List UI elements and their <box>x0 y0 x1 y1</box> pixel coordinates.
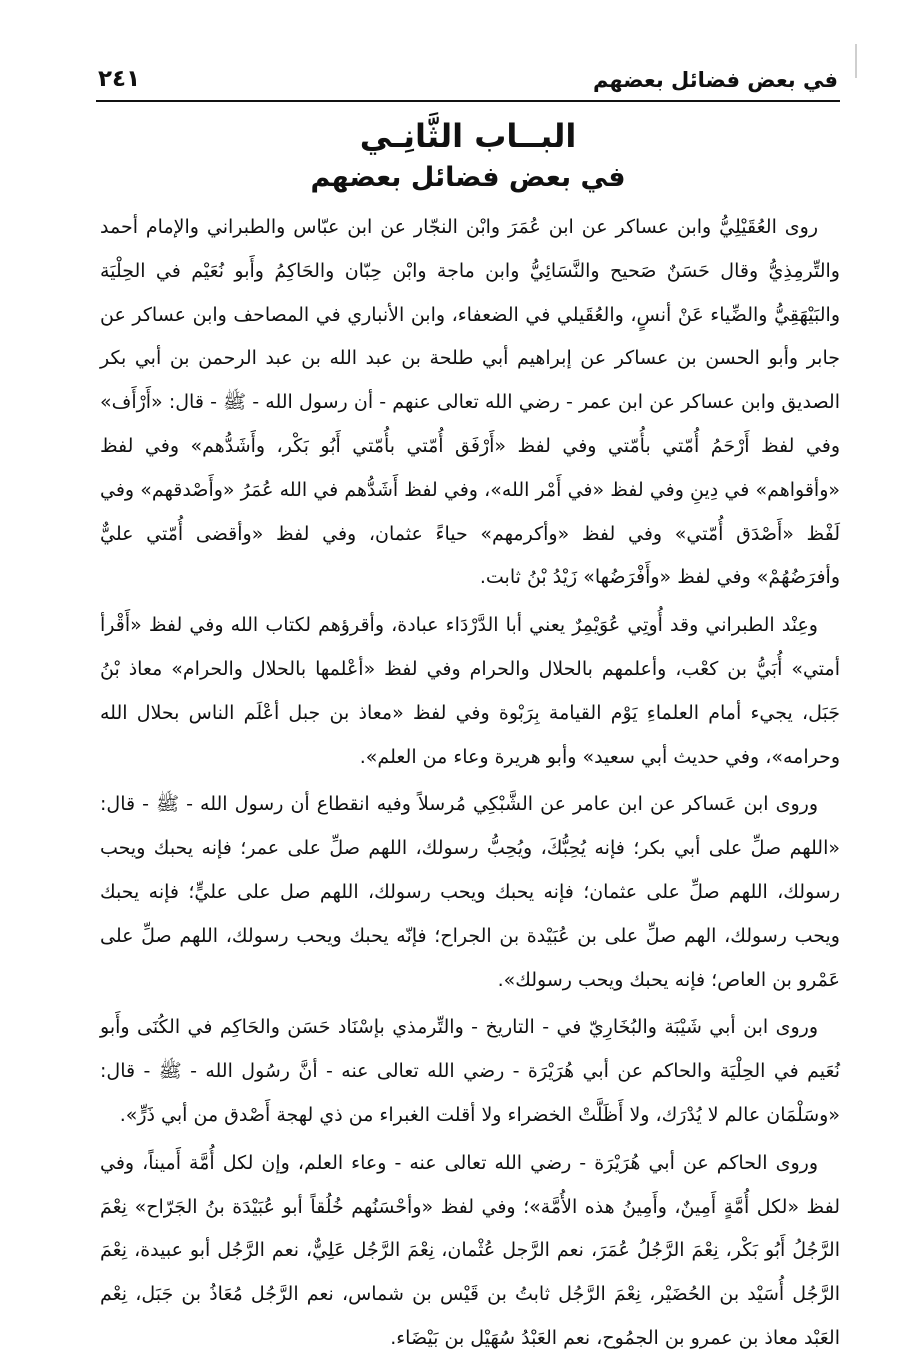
chapter-subtitle: في بعض فضائل بعضهم <box>310 162 626 193</box>
paragraph-2: وعِنْد الطبراني وقد أُوتِي عُوَيْمِرٌ يعني أبا الدَّرْدَاء عبادة، وأقرؤهم لكتاب الله وفي لفظ «أَقْرأ أمتي» أُبَيُّ بن كعْب، وأعلمهم بالحلال والحرام وفي لفظ «أعْلمها بالحلال والحرام» معاذ بْنُ جَبَل، يجيء أمام العلماءِ يَوْم القيامة بِرَبْوة وفي لفظ «معاذ بن جبل أعْلَم الناس بحلال الله وحرامه»، وفي حديث أبي سعيد» وأبو هريرة وعاء من العلم». <box>100 614 840 768</box>
chapter-title: البــاب الثَّانِـي <box>359 117 577 155</box>
page-number: ٢٤١ <box>98 66 141 92</box>
paragraph-5: وروى الحاكم عن أبي هُرَيْرَة - رضي الله تعالى عنه - وعاء العلم، وإن لكل أُمَّة أَميناً، وفي لفظ «لكل أُمَّةٍ أَمِينٌ، وأَمِينُ هذه الأُمَّة»؛ وفي لفظ «وأحْسَنُهم خُلُقاً أبو عُبَيْدَة بنُ الجَرّاح» نِعْمَ الرَّجُلُ أَبُو بَكْر، نِعْمَ الرَّجُلُ عُمَرَ، نعم الرَّجل عُثْمان، نِعْمَ الرَّجُل عَلِيٌّ، نعم الرَّجُل أبو عبيدة، نِعْمَ الرَّجُل أُسَيْد بن الحُضَيْر، نِعْمَ الرَّجُل ثابتُ بن قَيْس بن شماس، نعم الرَّجُل مُعَاذُ بن جَبَل، نِعْم العَبْد معاذ بن عمرو بن الجمُوح، نعم العَبْدُ سُهَيْل بن بَيْضَاء. <box>100 1151 840 1349</box>
scan-edge-mark <box>855 44 857 78</box>
paragraph-4: وروى ابن أبي شَيْبَة والبُخَارِيّ في - التاريخ - والتِّرمذي بإسْنَاد حَسَن والحَاكِم في الكُنَى وأَبو نُعَيم في الحِلْيَة والحاكم عن أبي هُرَيْرَة - رضي الله تعالى عنه - أنَّ رسُول الله - ﷺ - قال: «وسَلْمَان عالم لا يُدْرَك، ولا أَظَلَّتْ الخضراء ولا أقلت الغبراء من ذي لهجة أَصْدق من أبي ذَرٍّ». <box>100 1016 840 1126</box>
paragraph-1: روى العُقَيْلِيُّ وابن عساكر عن ابن عُمَرَ وابْن النجّار عن ابن عبّاس والطبراني والإمام أحمد والتِّرمِذِيُّ وقال حَسَنٌ صَحيح والنَّسَائِيُّ وابن ماجة وابْن حِبّان والحَاكِمُ وأَبو نُعَيْم في الحِلْيَة والبَيْهَقِيُّ والضِّياء عَنْ أنسٍ، والعُقَيلي في الضعفاء، وابن الأنباري في المصاحف وابن عساكر عن جابر وأبو الحسن بن عساكر عن إبراهيم أبي طلحة بن عبد الله بن عبد الرحمن بن أبي بكر الصديق وابن عساكر عن ابن عمر - رضي الله تعالى عنهم - أن رسول الله - ﷺ - قال: «أَرْأَف» وفي لفظ أَرْحَمُ أُمّتي بأُمّتي وفي لفظ «أَرْفَق أُمّتي بأُمّتي أَبُو بَكْر، وأَشَدُّهم» وفي لفظ «وأقواهم» في دِينِ وفي لفظ «في أَمْر الله»، وفي لفظ أَشَدُّهم في الله عُمَرُ «وأَصْدقهم» وفي لَفْظ «أَصْدَق أُمّتي» وفي لفظ «وأكرمهم» حياءً عثمان، وفي لفظ «وأقضى أُمّتي عليٌّ وأفرَضُهُمْ» وفي لفظ «وأَفْرَضُها» زَيْدُ بْنُ ثابت. <box>100 216 840 589</box>
paragraph-3: وروى ابن عَساكر عن ابن عامر عن الشَّبْكِي مُرسلاً وفيه انقطاع أن رسول الله - ﷺ - قال: «اللهم صلِّ على أبي بكر؛ فإنه يُحِبُّكَ، ويُحِبُّ رسولك، اللهم صلِّ على عمر؛ فإنه يحبك ويحب رسولك، اللهم صلِّ على عثمان؛ فإنه يحبك ويحب رسولك، اللهم صل على عليٍّ؛ فإنه يحبك ويحب رسولك، الهم صلِّ على بن عُبَيْدة بن الجراح؛ فإنّه يحبك ويحب رسولك، اللهم صلِّ على عَمْرو بن العاص؛ فإنه يحبك ويحب رسولك». <box>100 793 840 991</box>
running-head <box>98 66 838 102</box>
body-text <box>100 206 840 1361</box>
header-rule <box>96 100 840 102</box>
running-title: في بعض فضائل بعضهم <box>592 68 838 92</box>
